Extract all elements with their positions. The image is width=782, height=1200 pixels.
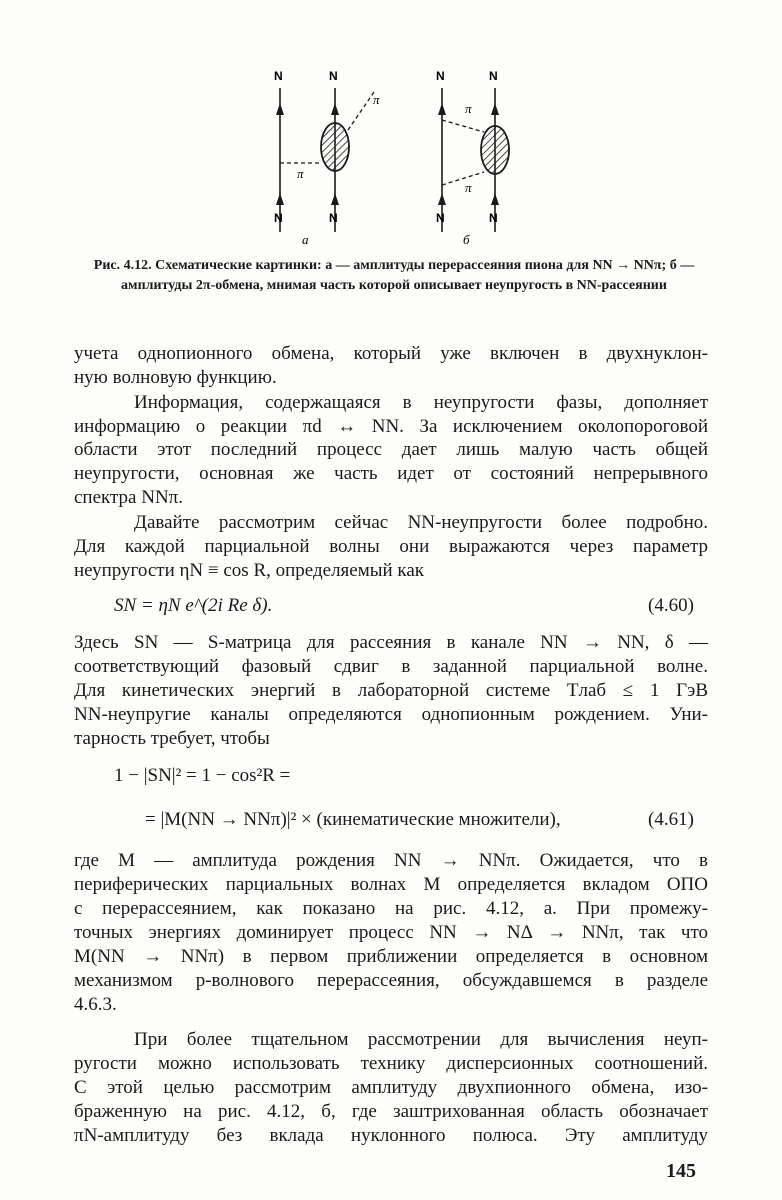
label-N-top-4: N: [489, 69, 498, 83]
hatched-blob-b: [481, 126, 509, 174]
subfigure-label-a: a: [302, 232, 309, 247]
pion-exchange-upper-b: [442, 120, 484, 132]
label-N-bottom-1: N: [274, 211, 283, 225]
label-N-top-2: N: [329, 69, 338, 83]
label-pi-lower-b: π: [465, 180, 472, 195]
label-N-bottom-4: N: [489, 211, 498, 225]
text-line: NN-неупругие каналы определяются однопионным рождением. Уни-: [74, 704, 708, 725]
text-line: Давайте рассмотрим сейчас NN-неупругости более подробно.: [134, 512, 708, 533]
text-line: учета однопионного обмена, который уже включен в двухнуклон-: [74, 343, 708, 364]
hatched-blob-a: [321, 123, 349, 171]
equation-4-61-line-1: 1 − |SN|² = 1 − cos²R =: [114, 765, 291, 786]
figure-4-12: [0, 0, 782, 250]
figure-caption: [88, 256, 700, 296]
label-N-top-1: N: [274, 69, 283, 83]
text-line: M(NN → NNπ) в первом приближении определяется в основном: [74, 946, 708, 967]
text-line: тарность требует, чтобы: [74, 728, 270, 749]
text-line: ную волновую функцию.: [74, 367, 277, 388]
text-line: Для каждой парциальной волны они выражаются через параметр: [74, 536, 708, 557]
label-N-bottom-2: N: [329, 211, 338, 225]
label-pi-exchange-a: π: [297, 166, 304, 181]
text-line: 4.6.3.: [74, 994, 117, 1015]
text-line: браженную на рис. 4.12, б, где заштрихованная область обозначает: [74, 1101, 708, 1122]
caption-text: Схематические картинки: а — амплитуды перерассеяния пиона для NN → NNπ; б — амплитуды 2π-обмена, мнимая часть которой описывает неупругость в NN-рассеянии: [121, 258, 695, 293]
text-line: неупругости ηN ≡ cos R, определяемый как: [74, 560, 425, 581]
page-number: 145: [666, 1160, 696, 1182]
subfigure-label-b: б: [463, 232, 470, 247]
text-line: механизмом p-волнового перерассеяния, обсуждавшемся в разделе: [74, 970, 708, 991]
text-line: точных энергиях доминирует процесс NN → NΔ → NNπ, так что: [74, 922, 708, 943]
text-line: ругости можно использовать технику дисперсионных соотношений.: [74, 1053, 708, 1074]
diagram-b: [438, 88, 509, 232]
text-line: неупругости, основная же часть идет от состояний непрерывного: [74, 463, 708, 484]
label-pi-upper-b: π: [465, 101, 472, 116]
pion-out-a: [348, 92, 374, 130]
text-line: спектра NNπ.: [74, 487, 184, 508]
label-pi-out: π: [373, 92, 380, 107]
equation-number-4-61: (4.61): [648, 809, 694, 830]
text-line: πN-амплитуду без вклада нуклонного полюса. Эту амплитуду: [74, 1125, 708, 1146]
diagram-a: [276, 88, 374, 232]
label-N-top-3: N: [436, 69, 445, 83]
text-line: соответствующий фазовый сдвиг в заданной парциальной волне.: [74, 656, 708, 677]
label-N-bottom-3: N: [436, 211, 445, 225]
equation-4-61-line-2: = |M(NN → NNπ)|² × (кинематические множители),: [145, 809, 561, 830]
text-line: С этой целью рассмотрим амплитуду двухпионного обмена, изо-: [74, 1077, 708, 1098]
caption-lead: Рис. 4.12.: [93, 258, 152, 273]
equation-number-4-60: (4.60): [648, 595, 694, 616]
text-line: При более тщательном рассмотрении для вычисления неуп-: [134, 1029, 708, 1050]
text-line: Для кинетических энергий в лабораторной системе Tлаб ≤ 1 ГэВ: [74, 680, 708, 701]
text-line: с перерассеянием, как показано на рис. 4.12, а. При промежу-: [74, 898, 708, 919]
text-line: где M — амплитуда рождения NN → NNπ. Ожидается, что в: [74, 850, 708, 871]
pion-exchange-lower-b: [442, 172, 484, 185]
equation-4-60: SN = ηN e^(2i Re δ).: [114, 595, 273, 616]
text-line: области этот последний процесс дает лишь малую часть общей: [74, 439, 708, 460]
text-line: периферических парциальных волнах M определяется вкладом ОПО: [74, 874, 708, 895]
text-line: информацию о реакции πd ↔ NN. За исключением околопороговой: [74, 416, 708, 437]
text-line: Здесь SN — S-матрица для рассеяния в канале NN → NN, δ —: [74, 632, 708, 653]
text-line: Информация, содержащаяся в неупругости фазы, дополняет: [134, 392, 708, 413]
